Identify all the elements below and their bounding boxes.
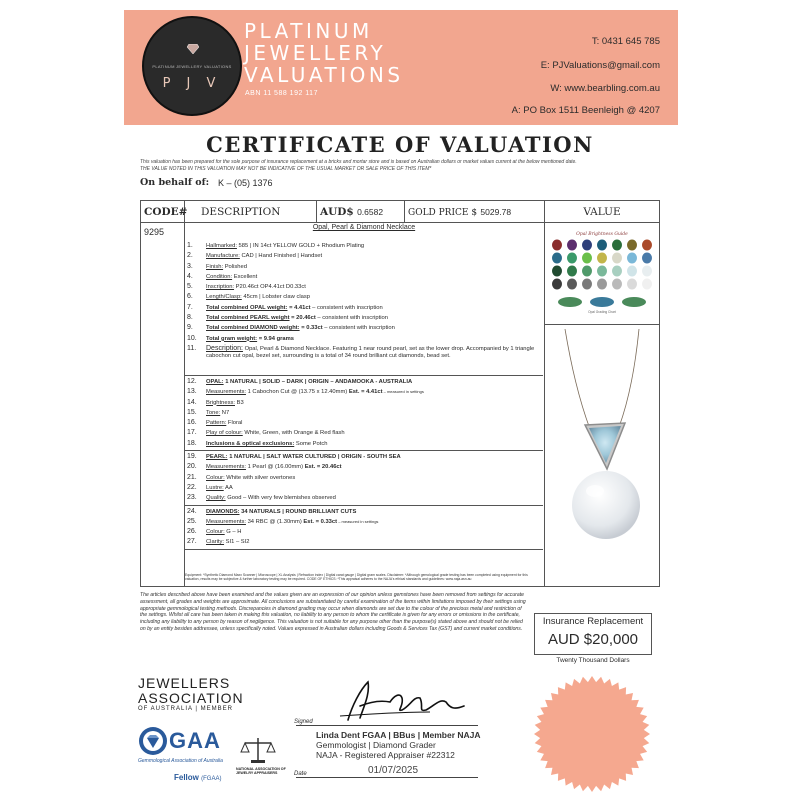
row-number: 17.: [187, 429, 197, 437]
row-number: 5.: [187, 283, 193, 291]
table-row: [185, 398, 543, 408]
row-value: Polished: [223, 263, 247, 270]
insurance-value-words: Twenty Thousand Dollars: [556, 657, 630, 664]
row-text: [206, 303, 383, 313]
opal-sample: [627, 253, 637, 264]
opal-sample: [582, 266, 592, 277]
table-row: [185, 507, 543, 517]
description-label: Description:: [206, 344, 243, 352]
aud-label: AUD$: [320, 206, 354, 218]
table-row: [185, 377, 543, 387]
row-number: 7.: [187, 303, 193, 311]
row-label: Condition:: [206, 273, 233, 280]
opal-sample: [567, 240, 577, 251]
row-label: Measurements:: [206, 389, 246, 396]
row-label: Inscription:: [206, 284, 235, 291]
gold-label: GOLD PRICE $: [408, 208, 478, 218]
row-value-bold: = 4.41ct: [287, 304, 311, 311]
table-row: [185, 493, 543, 503]
row-value: White, Green, with Orange & Red flash: [242, 430, 345, 437]
row-text: [206, 262, 247, 272]
opal-sample: [582, 253, 592, 264]
row-number: 26.: [187, 528, 197, 536]
ja-logo-line1: JEWELLERS: [138, 675, 231, 691]
description-text: [206, 345, 536, 361]
opal-sample: [642, 240, 652, 251]
disclaimer-line: THE VALUE NOTED IN THIS VALUATION MAY NOT BE INDICATIVE OF THE USUAL MARKET OR SALE PRICE OF THIS ITEM*: [140, 165, 432, 172]
row-label: Quality:: [206, 495, 226, 502]
table-row: [185, 387, 543, 397]
gold-value: 5029.78: [480, 207, 512, 217]
row-value-bold: Est. = 20.46ct: [304, 464, 342, 471]
row-text: [206, 398, 244, 408]
row-value-bold: = 9.94 grams: [257, 335, 295, 342]
row-number: 13.: [187, 388, 197, 396]
handwritten-signature: [330, 676, 480, 726]
row-value: 1 Cabochon Cut @ (13.75 x 12.40mm): [245, 389, 349, 396]
row-text: [206, 428, 345, 438]
date-label: Date: [294, 771, 307, 777]
row-value: White with silver overtones: [224, 474, 296, 481]
row-text: [206, 387, 424, 397]
row-number: 25.: [187, 517, 197, 525]
row-label: Tone:: [206, 409, 221, 416]
row-text: [206, 507, 356, 517]
opal-sample: [642, 253, 652, 264]
row-text: [206, 408, 229, 418]
row-number: 23.: [187, 494, 197, 502]
row-value: G – H: [224, 529, 242, 536]
opal-sample: [552, 240, 562, 251]
logo-small-text: PLATINUM JEWELLERY VALUATIONS: [152, 64, 232, 69]
row-number: 8.: [187, 314, 193, 322]
valuation-terms: The articles described above have been examined and the values given are an expression of our opinion unless gemstones have been removed from settings for accurate assessment, all grades and weights are approximate. All conclusions are substantiated by careful examination of the items within limitations imposed by their settings using appropriate gemmological testing methods. Discrepancies in diamond grading may occur when diamonds are set due to the colour of the precious metal and restriction of the settings. Whilst all care has been taken in making this valuation, no liability to any person to whom the certificate is given for any errors or omissions in the certificate, including any liability to any person by reason of negligence. This valuation is not suitable for any purpose other than the purpose(s) stated above and should not be relied on by an entity besides addressee, unless specifically noted. Values expressed in Australian dollars including Goods & Services Tax (GST) and current market conditions.: [140, 592, 526, 632]
section-divider: [185, 549, 543, 550]
insurance-value: AUD $20,000: [547, 631, 639, 648]
row-text: [206, 462, 342, 472]
table-row: [185, 452, 543, 462]
opal-sample: [552, 253, 562, 264]
row-number: 15.: [187, 408, 197, 416]
row-number: 12.: [187, 377, 197, 385]
row-value: B3: [235, 399, 244, 406]
row-value: Excellent: [232, 273, 258, 280]
row-number: 19.: [187, 453, 197, 461]
opal-sample: [552, 279, 562, 290]
gaa-logo-text: GAA: [169, 728, 221, 753]
item-details: [185, 241, 543, 551]
row-number: 20.: [187, 463, 197, 471]
row-number: 9.: [187, 324, 193, 332]
opal-sample: [567, 253, 577, 264]
row-text: [206, 323, 395, 333]
row-label: Pattern:: [206, 420, 227, 427]
row-label: OPAL:: [206, 378, 224, 385]
row-label: Brightness:: [206, 399, 235, 406]
table-row: [185, 439, 543, 449]
row-number: 2.: [187, 252, 193, 260]
row-label: Measurements:: [206, 464, 246, 471]
brand-line: VALUATIONS: [244, 63, 404, 87]
valuation-date: 01/07/2025: [368, 765, 419, 776]
opal-chart-title: Opal Brightness Guide: [576, 232, 628, 237]
row-label: Clarity:: [206, 539, 225, 546]
row-text: [206, 241, 364, 251]
row-label: PEARL:: [206, 454, 228, 461]
row-number: 16.: [187, 419, 197, 427]
row-label: Measurements:: [206, 518, 246, 525]
row-value: Floral: [226, 420, 243, 427]
opal-chart-caption: Opal Grading Chart: [588, 310, 616, 314]
opal-sample: [567, 266, 577, 277]
behalf-value: K – (05) 1376: [218, 178, 273, 188]
signature-line: [296, 725, 478, 726]
row-value: 1 Pearl @ (16.00mm): [245, 464, 305, 471]
opal-grading-chart: [545, 227, 659, 319]
equipment-footnote: Equipment: *Synthetic Diamond Maxx Scanner | Microscope | XL Analysis | Refraction index | Digital carat gauge | Digital gram scales. Disclaimer: *Although gemological grade testing has been completed using equipment for this valuation, results may be subjective & further laboratory testing may be required. CODE OF ETHICS: *This appraisal adheres to the NAJA's ethical standards and guidelines: www.naja.asn.au: [185, 573, 528, 582]
table-row: [185, 262, 543, 272]
necklace-photo: [545, 329, 659, 584]
description-row: [185, 344, 543, 374]
row-text: [206, 313, 388, 323]
table-row: [185, 418, 543, 428]
valuation-table: [140, 200, 660, 587]
opal-sample: [597, 240, 607, 251]
row-number: 11.: [187, 344, 197, 352]
row-label: Play of colour:: [206, 430, 243, 437]
behalf-label: On behalf of:: [140, 177, 210, 188]
opal-sample: [627, 240, 637, 251]
row-value-bold: Est. = 4.41ct: [348, 389, 383, 396]
row-text: [206, 292, 310, 302]
brand-name: [244, 20, 404, 86]
opal-sample: [612, 253, 622, 264]
certificate-title: CERTIFICATE OF VALUATION: [206, 132, 594, 157]
row-text: [206, 517, 378, 527]
table-row: [185, 483, 543, 493]
row-value-bold: = 20.46ct: [289, 315, 316, 322]
opal-sample: [612, 240, 622, 251]
aud-cell: [317, 201, 405, 223]
row-value: 34 RBC @ (1.30mm): [245, 518, 304, 525]
opal-sample: [582, 240, 592, 251]
row-value: 585 | IN 14ct YELLOW GOLD + Rhodium Plating: [236, 243, 365, 249]
opal-sample: [612, 266, 622, 277]
section-divider: [185, 450, 543, 451]
company-seal-icon: [530, 672, 654, 796]
row-value-bold: = 0.33ct: [299, 325, 323, 332]
gaa-subtitle: Gemmological Association of Australia: [138, 758, 223, 764]
valuation-disclaimer: [140, 159, 670, 172]
table-row: [185, 334, 543, 344]
logo-initials: P J V: [162, 76, 222, 91]
row-text: [206, 282, 306, 292]
insurance-box: [534, 613, 652, 655]
description-body: Opal, Pearl & Diamond Necklace. Featuring 1 near round pearl, set as the lower drop. Accompanied by 1 triangle cabochon cut opal, bezel set, surrounding is a total of 34 round brilliant cut diamonds, bead set.: [206, 345, 535, 360]
row-number: 18.: [187, 439, 197, 447]
opal-sample: [612, 279, 622, 290]
row-number: 3.: [187, 262, 193, 270]
row-label: Colour:: [206, 529, 225, 536]
row-number: 27.: [187, 538, 197, 546]
section-divider: [185, 505, 543, 506]
row-value: SI1 – SI2: [224, 539, 250, 546]
table-row: [185, 517, 543, 527]
row-value: AA: [223, 484, 233, 491]
row-text: [206, 377, 412, 387]
row-value: Good – With very few blemishes observed: [225, 495, 336, 502]
row-text: [206, 272, 257, 282]
row-label: Lustre:: [206, 484, 224, 491]
row-value-bold: 1 NATURAL | SOLID – DARK | ORIGIN – ANDAMOOKA - AUSTRALIA: [223, 378, 413, 385]
row-number: 14.: [187, 398, 197, 406]
row-text: [206, 527, 241, 537]
table-row: [185, 428, 543, 438]
row-value: – consistent with inscription: [322, 325, 395, 332]
table-row: [185, 292, 543, 302]
naja-logo-icon: [240, 736, 276, 764]
appraiser-name: Linda Dent FGAA | BBus | Member NAJA: [316, 730, 481, 740]
ja-logo-line3: OF AUSTRALIA | MEMBER: [138, 706, 233, 712]
value-header: VALUE: [583, 206, 621, 218]
row-label: Manufacture:: [206, 253, 240, 260]
row-value-bold: 34 NATURALS | ROUND BRILLIANT CUTS: [239, 508, 357, 515]
row-number: 10.: [187, 334, 197, 342]
opal-sample: [552, 266, 562, 277]
opal-sample: [627, 279, 637, 290]
table-row: [185, 251, 543, 261]
row-value: – consistent with inscription: [310, 304, 383, 311]
table-row: [185, 241, 543, 251]
row-text: [206, 334, 294, 344]
opal-sample: [597, 253, 607, 264]
table-row: [185, 473, 543, 483]
appraiser-details: [316, 730, 481, 760]
item-code: 9295: [144, 227, 165, 237]
phone-number: T: 0431 645 785: [591, 36, 660, 47]
gaa-logo-icon: [138, 726, 168, 756]
row-text: [206, 452, 401, 462]
email-address: E: PJValuations@gmail.com: [540, 60, 660, 71]
row-value-bold: Est. = 0.33ct: [303, 518, 338, 525]
aud-value: 0.6582: [357, 207, 384, 217]
opal-sample-large: [590, 297, 614, 307]
row-text: [206, 483, 233, 493]
table-row: [185, 537, 543, 547]
brand-line: JEWELLERY: [244, 41, 387, 65]
fellow-suffix: (FGAA): [201, 776, 222, 782]
table-row: [185, 408, 543, 418]
seal-shape: [534, 676, 650, 792]
abn-number: ABN 11 588 192 117: [245, 90, 318, 97]
date-line: [296, 777, 478, 778]
row-value: CAD | Hand Finished | Handset: [239, 253, 323, 260]
signed-label: Signed: [294, 719, 313, 725]
row-note: – measured in settings: [382, 389, 424, 395]
disclaimer-line: This valuation has been prepared for the sole purpose of insurance replacement at a bricks and mortar store and is based on Australian dollars or market values current at the below mentioned date.: [140, 159, 577, 165]
row-value-bold: 1 NATURAL | SALT WATER CULTURED | ORIGIN - SOUTH SEA: [227, 454, 401, 461]
row-text: [206, 251, 322, 261]
row-label: Total gram weight:: [206, 335, 258, 342]
row-label: Inclusions & optical exclusions:: [206, 440, 295, 447]
opal-sample: [642, 266, 652, 277]
opal-sample-large: [622, 297, 646, 307]
item-title: Opal, Pearl & Diamond Necklace: [312, 224, 416, 231]
opal-sample: [597, 266, 607, 277]
row-value: P20.46ct OP4.41ct D0.33ct: [234, 284, 306, 291]
table-row: [185, 272, 543, 282]
row-label: Length/Clasp:: [206, 294, 242, 301]
row-label: DIAMONDS:: [206, 508, 240, 515]
brand-line: PLATINUM: [244, 19, 373, 43]
row-label: Colour:: [206, 474, 225, 481]
row-text: [206, 473, 295, 483]
row-number: 22.: [187, 483, 197, 491]
row-number: 1.: [187, 242, 193, 249]
insurance-label: Insurance Replacement: [542, 616, 644, 627]
appraiser-title: Gemmologist | Diamond Grader: [316, 740, 436, 750]
company-logo: [142, 16, 242, 116]
appraiser-registration: NAJA - Registered Appraiser #22312: [316, 750, 455, 760]
opal-sample: [582, 279, 592, 290]
row-number: 21.: [187, 473, 197, 481]
opal-sample: [567, 279, 577, 290]
section-divider: [185, 375, 543, 376]
naja-logo-text: NATIONAL ASSOCIATION OF JEWELRY APPRAISERS: [236, 767, 286, 776]
opal-sample: [627, 266, 637, 277]
code-header: CODE#: [141, 201, 185, 223]
diamond-icon: [187, 44, 199, 54]
row-label: Total combined PEARL weight: [206, 315, 290, 322]
row-number: 6.: [187, 293, 193, 301]
row-label: Hallmarked:: [206, 243, 237, 249]
gaa-fellow: [174, 773, 221, 782]
row-note: – measured in settings: [337, 518, 379, 524]
table-row: [185, 462, 543, 472]
row-number: 24.: [187, 507, 197, 515]
row-label: Total combined DIAMOND weight:: [206, 325, 300, 332]
table-row: [185, 313, 543, 323]
row-number: 4.: [187, 272, 193, 280]
opal-sample: [642, 279, 652, 290]
row-text: [206, 418, 242, 428]
row-text: [206, 439, 327, 449]
description-header: DESCRIPTION: [185, 201, 317, 223]
row-label: Finish:: [206, 263, 224, 270]
table-row: [185, 527, 543, 537]
letterhead: [124, 10, 678, 125]
ja-logo-line2: ASSOCIATION: [138, 690, 244, 706]
row-value: 45cm | Lobster claw clasp: [241, 294, 310, 301]
image-divider: [545, 324, 659, 325]
row-label: Total combined OPAL weight:: [206, 304, 288, 311]
postal-address: A: PO Box 1511 Beenleigh @ 4207: [511, 105, 660, 116]
table-row: [185, 303, 543, 313]
fellow-label: Fellow: [174, 773, 199, 782]
table-row: [185, 323, 543, 333]
opal-sample: [597, 279, 607, 290]
row-value: N7: [220, 409, 230, 416]
website-link: W: www.bearbling.com.au: [550, 83, 660, 94]
table-row: [185, 282, 543, 292]
row-text: [206, 493, 336, 503]
opal-sample-large: [558, 297, 582, 307]
row-text: [206, 537, 250, 547]
row-value: Some Potch: [294, 440, 328, 447]
gold-price-cell: [405, 201, 545, 223]
row-value: – consistent with inscription: [315, 315, 388, 322]
